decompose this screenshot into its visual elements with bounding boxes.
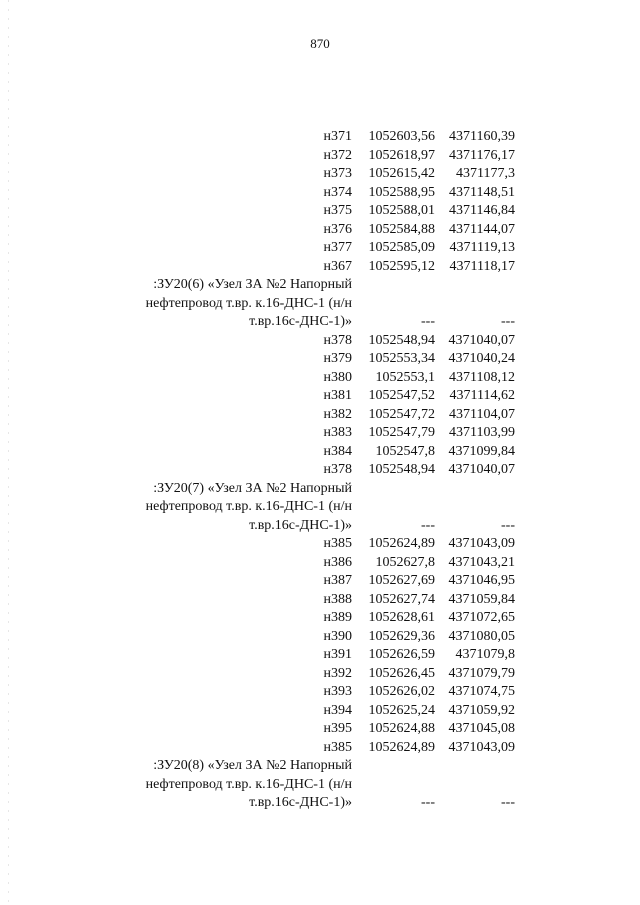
parcel-description-text: т.вр.16с-ДНС-1)» <box>249 795 352 810</box>
x-coordinate: 1052629,36 <box>368 628 435 644</box>
point-label: н377 <box>323 240 352 255</box>
table-row <box>0 184 640 203</box>
point-label: н393 <box>323 684 352 699</box>
x-coordinate: 1052585,09 <box>368 240 435 255</box>
point-label: н394 <box>323 702 352 718</box>
parcel-description-text: т.вр.16с-ДНС-1)» <box>249 314 352 329</box>
y-coordinate: 4371144,07 <box>449 221 515 237</box>
parcel-description-text: :ЗУ20(7) «Узел ЗА №2 Напорный <box>153 480 352 496</box>
point-label: н380 <box>323 369 352 385</box>
point-label: н391 <box>323 647 352 662</box>
table-row <box>0 609 640 628</box>
parcel-description-text: т.вр.16с-ДНС-1)» <box>249 517 352 533</box>
point-label: н382 <box>323 406 352 422</box>
point-label: н385 <box>323 739 352 755</box>
y-coordinate: 4371074,75 <box>448 684 515 699</box>
parcel-description-row <box>0 313 640 332</box>
x-coordinate: 1052624,89 <box>368 739 435 755</box>
x-coordinate: 1052547,52 <box>368 388 435 403</box>
y-coordinate: 4371040,07 <box>448 332 515 348</box>
parcel-description-row <box>0 480 640 499</box>
y-coordinate: 4371119,13 <box>449 240 515 255</box>
y-coordinate: 4371108,12 <box>449 369 515 385</box>
y-coordinate: --- <box>501 314 515 329</box>
x-coordinate: --- <box>421 314 435 329</box>
point-label: н387 <box>323 573 352 588</box>
parcel-description-text: нефтепровод т.вр. к.16-ДНС-1 (н/н <box>145 295 352 311</box>
y-coordinate: 4371046,95 <box>448 573 515 588</box>
x-coordinate: 1052553,1 <box>375 369 435 385</box>
table-row <box>0 239 640 258</box>
table-row <box>0 424 640 443</box>
table-row <box>0 332 640 351</box>
parcel-description-row <box>0 794 640 813</box>
x-coordinate: 1052548,94 <box>368 332 435 348</box>
table-row <box>0 628 640 647</box>
table-row <box>0 591 640 610</box>
x-coordinate: 1052618,97 <box>368 147 435 163</box>
x-coordinate: 1052627,74 <box>368 591 435 607</box>
y-coordinate: 4371080,05 <box>448 628 515 644</box>
parcel-description-row <box>0 276 640 295</box>
y-coordinate: 4371176,17 <box>449 147 515 163</box>
x-coordinate: 1052626,45 <box>368 665 435 681</box>
table-row <box>0 350 640 369</box>
x-coordinate: 1052628,61 <box>368 610 435 625</box>
parcel-description-text: нефтепровод т.вр. к.16-ДНС-1 (н/н <box>145 499 352 514</box>
point-label: н371 <box>323 129 352 144</box>
point-label: н383 <box>323 425 352 440</box>
y-coordinate: 4371045,08 <box>448 721 515 736</box>
table-row <box>0 202 640 221</box>
table-row <box>0 535 640 554</box>
point-label: н381 <box>323 388 352 403</box>
table-row <box>0 128 640 147</box>
y-coordinate: 4371043,09 <box>448 739 515 755</box>
point-label: н374 <box>323 184 352 200</box>
table-row <box>0 165 640 184</box>
table-row <box>0 387 640 406</box>
point-label: н395 <box>323 721 352 736</box>
table-row <box>0 461 640 480</box>
table-row <box>0 369 640 388</box>
point-label: н392 <box>323 665 352 681</box>
point-label: н385 <box>323 536 352 551</box>
table-row <box>0 147 640 166</box>
page-number: 870 <box>310 36 330 51</box>
table-row <box>0 739 640 758</box>
x-coordinate: 1052615,42 <box>368 166 435 181</box>
parcel-description-row <box>0 295 640 314</box>
x-coordinate: --- <box>421 517 435 533</box>
y-coordinate: 4371146,84 <box>449 203 515 218</box>
y-coordinate: 4371099,84 <box>448 443 515 459</box>
parcel-description-row <box>0 757 640 776</box>
x-coordinate: 1052627,69 <box>368 573 435 588</box>
x-coordinate: 1052627,8 <box>375 554 435 570</box>
parcel-description-text: нефтепровод т.вр. к.16-ДНС-1 (н/н <box>145 776 352 792</box>
point-label: н375 <box>323 203 352 218</box>
point-label: н367 <box>323 258 352 274</box>
x-coordinate: 1052553,34 <box>368 351 435 366</box>
point-label: н384 <box>323 443 352 459</box>
y-coordinate: 4371103,99 <box>449 425 515 440</box>
table-row <box>0 572 640 591</box>
y-coordinate: 4371040,07 <box>448 462 515 477</box>
table-row <box>0 443 640 462</box>
parcel-description-row <box>0 498 640 517</box>
table-row <box>0 221 640 240</box>
y-coordinate: 4371079,8 <box>455 647 515 662</box>
table-row <box>0 554 640 573</box>
coordinates-table <box>0 128 640 813</box>
table-row <box>0 683 640 702</box>
point-label: н388 <box>323 591 352 607</box>
y-coordinate: 4371114,62 <box>449 388 515 403</box>
parcel-description-row <box>0 517 640 536</box>
y-coordinate: 4371040,24 <box>448 351 515 366</box>
y-coordinate: 4371160,39 <box>449 129 515 144</box>
x-coordinate: 1052584,88 <box>368 221 435 237</box>
y-coordinate: 4371059,84 <box>448 591 515 607</box>
y-coordinate: 4371177,3 <box>456 166 515 181</box>
point-label: н378 <box>323 462 352 477</box>
x-coordinate: --- <box>421 795 435 810</box>
x-coordinate: 1052547,72 <box>368 406 435 422</box>
point-label: н379 <box>323 351 352 366</box>
point-label: н386 <box>323 554 352 570</box>
point-label: н390 <box>323 628 352 644</box>
point-label: н389 <box>323 610 352 625</box>
y-coordinate: 4371104,07 <box>449 406 515 422</box>
x-coordinate: 1052625,24 <box>368 702 435 718</box>
y-coordinate: 4371118,17 <box>449 258 515 274</box>
y-coordinate: 4371059,92 <box>448 702 515 718</box>
parcel-description-row <box>0 776 640 795</box>
x-coordinate: 1052624,89 <box>368 536 435 551</box>
y-coordinate: 4371079,79 <box>448 665 515 681</box>
parcel-description-text: :ЗУ20(6) «Узел ЗА №2 Напорный <box>153 277 352 292</box>
x-coordinate: 1052548,94 <box>368 462 435 477</box>
x-coordinate: 1052547,79 <box>368 425 435 440</box>
x-coordinate: 1052588,95 <box>368 184 435 200</box>
y-coordinate: 4371072,65 <box>448 610 515 625</box>
y-coordinate: 4371043,21 <box>448 554 515 570</box>
y-coordinate: --- <box>501 795 515 810</box>
table-row <box>0 406 640 425</box>
x-coordinate: 1052595,12 <box>368 258 435 274</box>
table-row <box>0 665 640 684</box>
y-coordinate: --- <box>501 517 515 533</box>
table-row <box>0 702 640 721</box>
point-label: н376 <box>323 221 352 237</box>
parcel-description-text: :ЗУ20(8) «Узел ЗА №2 Напорный <box>153 758 352 773</box>
y-coordinate: 4371148,51 <box>449 184 515 200</box>
x-coordinate: 1052624,88 <box>368 721 435 736</box>
x-coordinate: 1052626,59 <box>368 647 435 662</box>
x-coordinate: 1052603,56 <box>368 129 435 144</box>
point-label: н378 <box>323 332 352 348</box>
x-coordinate: 1052547,8 <box>375 443 435 459</box>
table-row <box>0 720 640 739</box>
y-coordinate: 4371043,09 <box>448 536 515 551</box>
point-label: н373 <box>323 166 352 181</box>
table-row <box>0 258 640 277</box>
x-coordinate: 1052588,01 <box>368 203 435 218</box>
point-label: н372 <box>323 147 352 163</box>
table-row <box>0 646 640 665</box>
x-coordinate: 1052626,02 <box>368 684 435 699</box>
